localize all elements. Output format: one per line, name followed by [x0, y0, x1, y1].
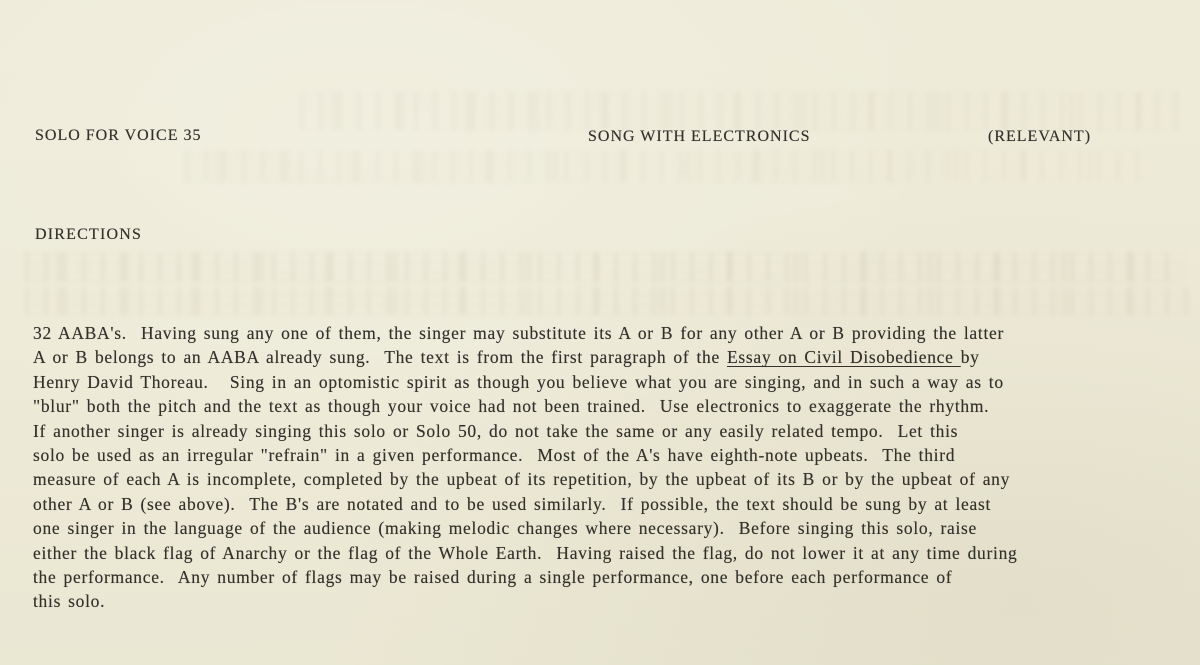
solo-title: SOLO FOR VOICE 35 [35, 127, 202, 144]
text-line-4 [33, 394, 1193, 418]
text-line-12 [33, 589, 1193, 613]
text-line-1 [33, 321, 1193, 345]
directions-heading: DIRECTIONS [35, 226, 143, 243]
text-line-11-content: the performance. Any number of flags may be raised during a single performance, one before each performance of [33, 567, 953, 588]
text-line-3 [33, 370, 1193, 394]
underlined-essay-title: Essay on Civil Disobedience [727, 347, 961, 368]
text-line-9 [33, 516, 1193, 540]
relevance-label: (RELEVANT) [988, 128, 1092, 145]
text-line-8-content: other A or B (see above). The B's are notated and to be used similarly. If possible, the text should be sung by at least [33, 493, 992, 514]
text-line-5 [33, 419, 1193, 443]
bleedthrough-band-upper-2 [185, 150, 1145, 182]
text-line-3-content: Henry David Thoreau. Sing in an optomistic spirit as though you believe what you are singing, and in such a way as to [33, 371, 1004, 392]
bleedthrough-band-middle-1 [25, 252, 1185, 282]
text-line-12-content: this solo. [33, 591, 106, 612]
bleedthrough-band-middle-2 [25, 287, 1190, 315]
text-line-2 [33, 345, 1193, 369]
text-line-9-content: one singer in the language of the audience (making melodic changes where necessary). Before singing this solo, raise [33, 518, 978, 539]
text-line-1-content: 32 AABA's. Having sung any one of them, the singer may substitute its A or B for any other A or B providing the latter [33, 323, 1005, 343]
text-line-2-post: by [960, 347, 980, 368]
text-line-6-content: solo be used as an irregular "refrain" in a given performance. Most of the A's have eighth-note upbeats. The third [33, 445, 956, 466]
text-line-6 [33, 443, 1193, 467]
text-line-10-content: either the black flag of Anarchy or the flag of the Whole Earth. Having raised the flag, do not lower it at any time during [33, 542, 1018, 563]
text-line-2-pre: A or B belongs to an AABA already sung. The text is from the first paragraph of the [33, 347, 728, 368]
text-line-7-content: measure of each A is incomplete, completed by the upbeat of its repetition, by the upbeat of its B or by the upbeat of any [33, 469, 1011, 490]
text-line-4-content: "blur" both the pitch and the text as though your voice had not been trained. Use electronics to exaggerate the rhythm. [33, 396, 990, 417]
text-line-8 [33, 492, 1193, 516]
song-type-title: SONG WITH ELECTRONICS [588, 128, 811, 145]
text-line-11 [33, 565, 1193, 589]
directions-body [33, 321, 1193, 614]
text-line-5-content: If another singer is already singing this solo or Solo 50, do not take the same or any easily related tempo. Let this [33, 420, 959, 441]
text-line-7 [33, 467, 1193, 491]
text-line-10 [33, 541, 1193, 565]
bleedthrough-band-upper-1 [300, 92, 1180, 130]
